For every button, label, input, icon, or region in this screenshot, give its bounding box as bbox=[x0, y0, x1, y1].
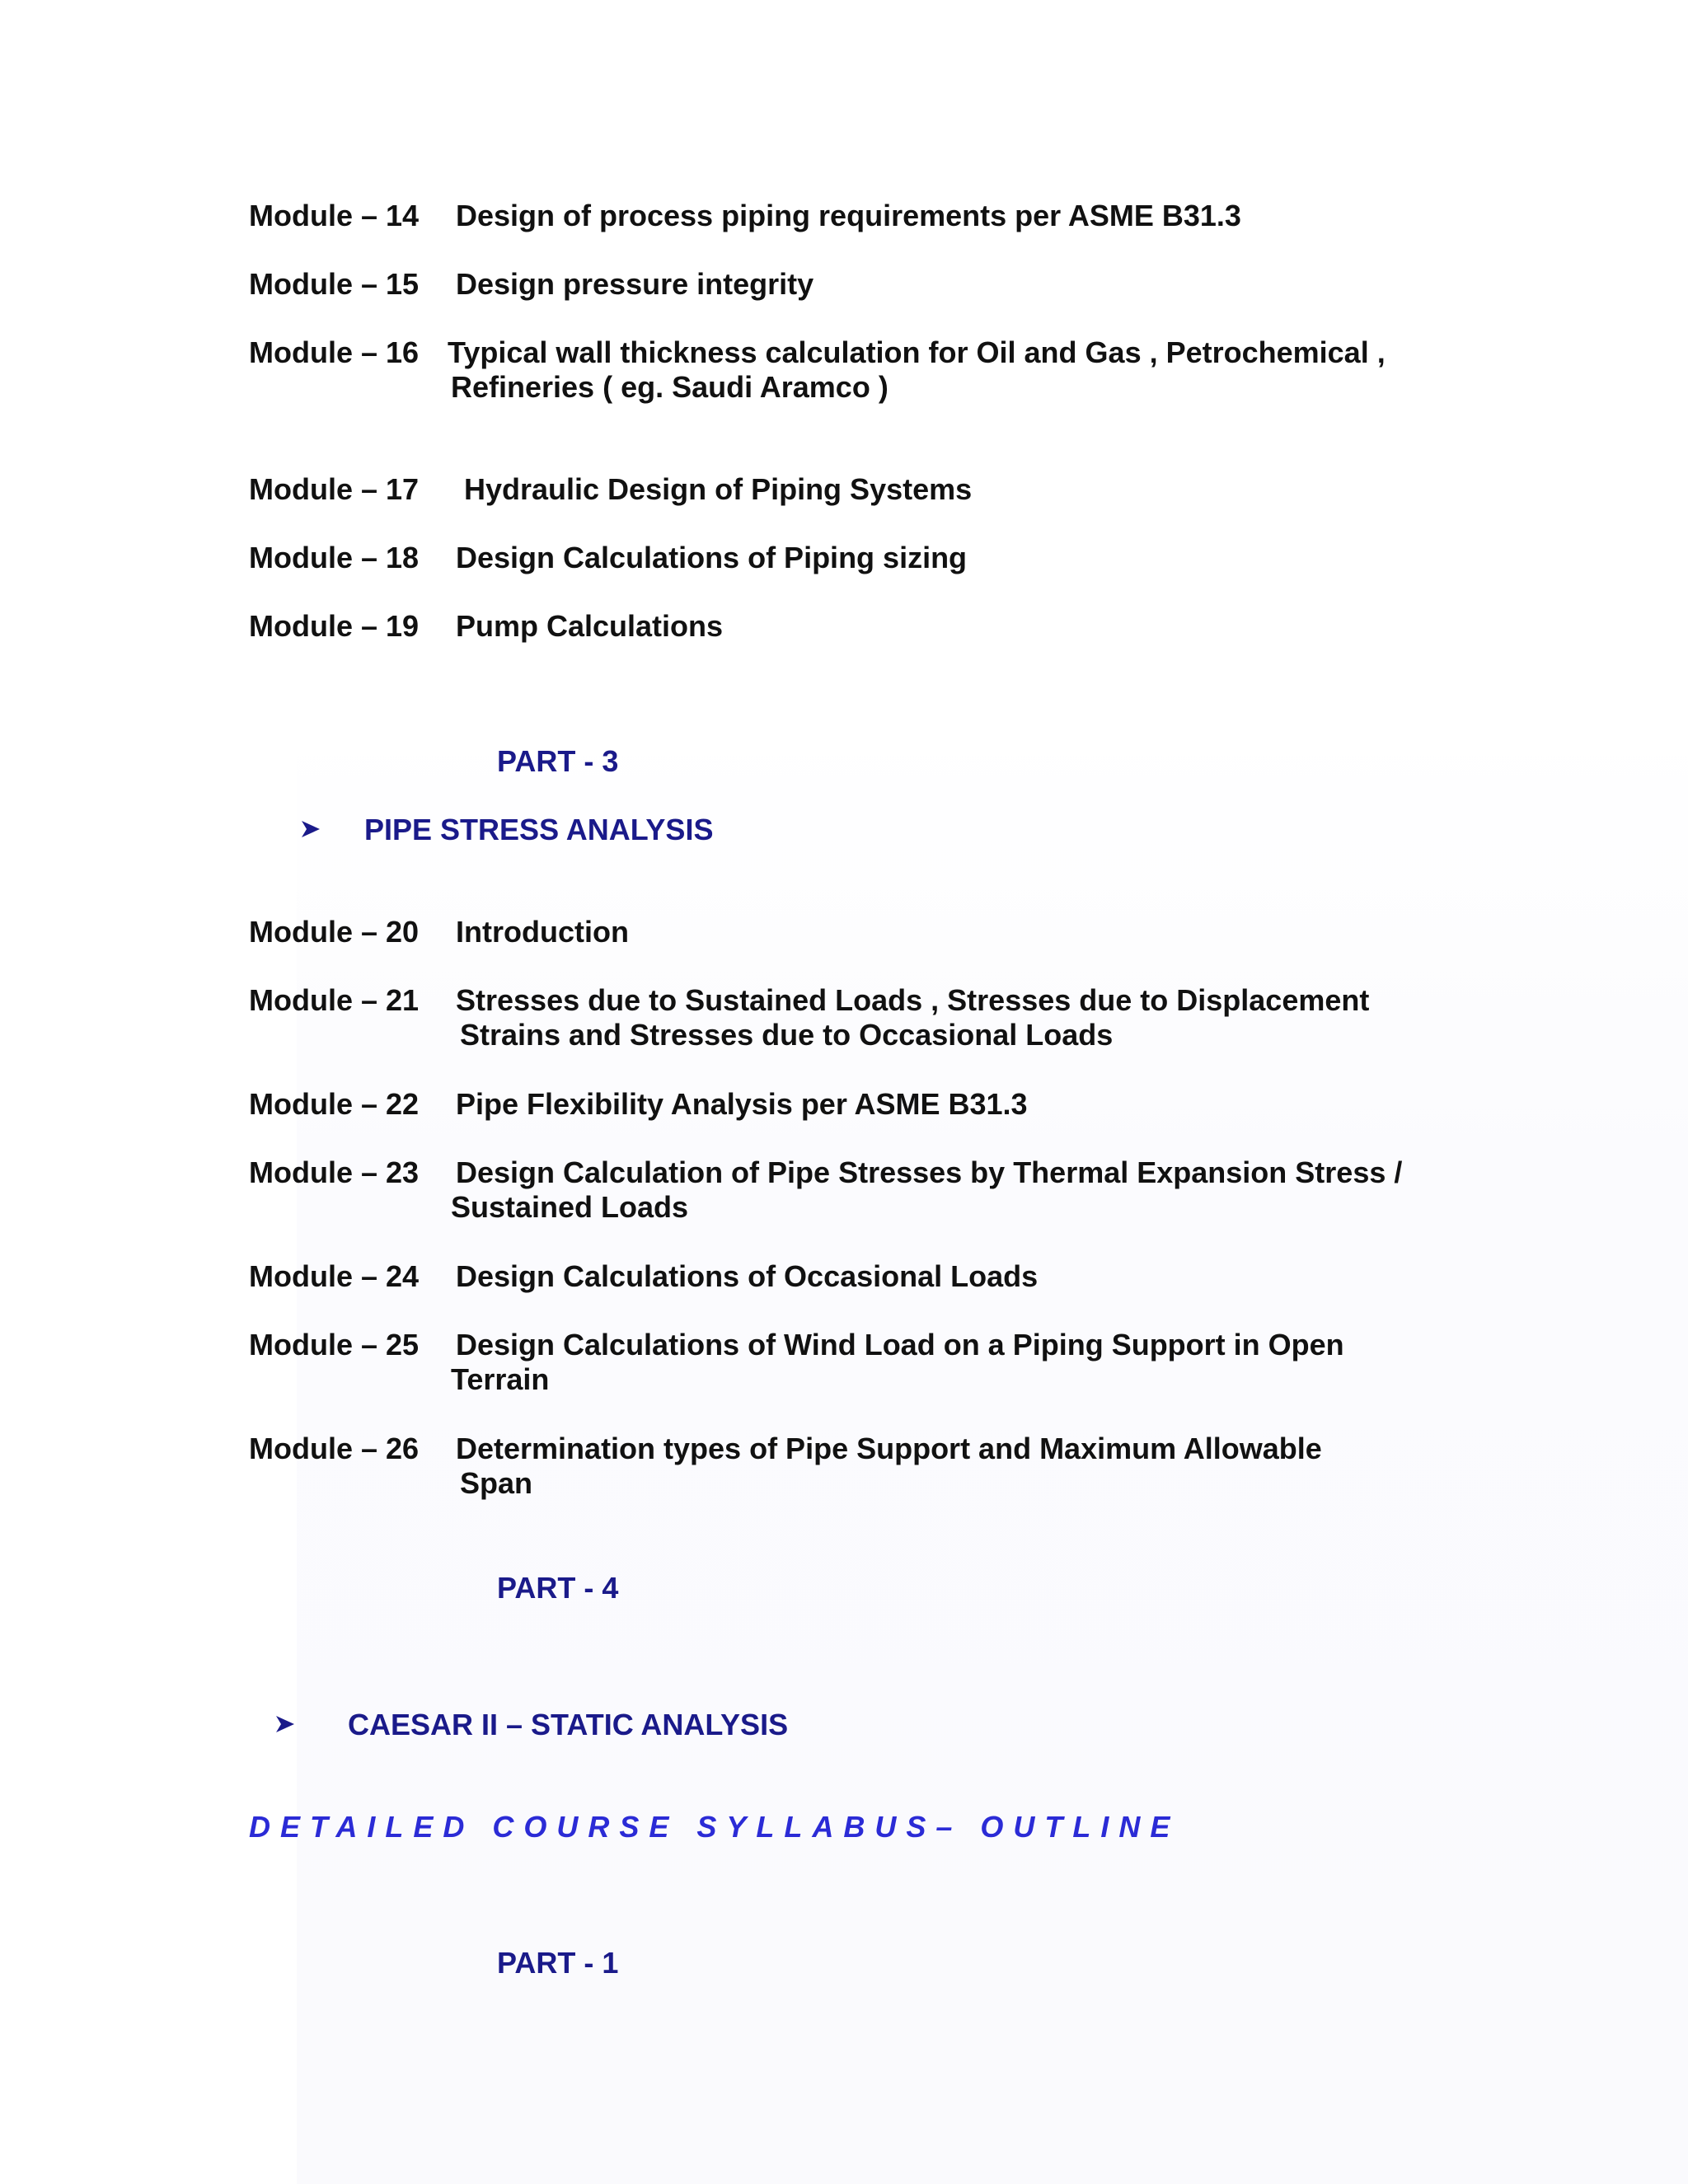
module-15-title: Design pressure integrity bbox=[456, 267, 814, 301]
module-23-label: Module – 23 bbox=[249, 1155, 420, 1189]
caesar-ii-static-analysis-heading: CAESAR II – STATIC ANALYSIS bbox=[348, 1708, 789, 1741]
arrowhead-bullet-icon bbox=[300, 818, 321, 840]
module-18-label: Module – 18 bbox=[249, 541, 420, 574]
module-26-title-line2: Span bbox=[460, 1466, 533, 1500]
module-19-title: Pump Calculations bbox=[456, 609, 724, 643]
module-24-title: Design Calculations of Occasional Loads bbox=[456, 1259, 1039, 1293]
module-16-title-line1: Typical wall thickness calculation for Oil and Gas , Petrochemical , bbox=[448, 335, 1386, 369]
module-17-label: Module – 17 bbox=[249, 472, 420, 506]
part-4-heading: PART - 4 bbox=[497, 1571, 619, 1605]
module-23-title-line1: Design Calculation of Pipe Stresses by Thermal Expansion Stress / bbox=[456, 1155, 1403, 1189]
module-19-label: Module – 19 bbox=[249, 609, 420, 643]
module-16-title-line2: Refineries ( eg. Saudi Aramco ) bbox=[451, 370, 889, 404]
part-3-heading: PART - 3 bbox=[497, 744, 619, 778]
module-21-title-line1: Stresses due to Sustained Loads , Stresses due to Displacement bbox=[456, 983, 1370, 1017]
module-14-label: Module – 14 bbox=[249, 199, 420, 232]
module-17-title: Hydraulic Design of Piping Systems bbox=[464, 472, 973, 506]
module-21-title-line2: Strains and Stresses due to Occasional Loads bbox=[460, 1018, 1114, 1052]
module-26-label: Module – 26 bbox=[249, 1432, 420, 1465]
module-22-label: Module – 22 bbox=[249, 1087, 420, 1121]
module-14-title: Design of process piping requirements per ASME B31.3 bbox=[456, 199, 1241, 232]
module-20-title: Introduction bbox=[456, 915, 629, 949]
module-23-title-line2: Sustained Loads bbox=[451, 1190, 689, 1224]
part-1-heading: PART - 1 bbox=[497, 1946, 619, 1980]
module-20-label: Module – 20 bbox=[249, 915, 420, 949]
module-24-label: Module – 24 bbox=[249, 1259, 420, 1293]
module-21-label: Module – 21 bbox=[249, 983, 420, 1017]
arrowhead-bullet-icon bbox=[274, 1713, 296, 1735]
module-22-title: Pipe Flexibility Analysis per ASME B31.3 bbox=[456, 1087, 1028, 1121]
module-16-label: Module – 16 bbox=[249, 335, 420, 369]
module-25-title-line1: Design Calculations of Wind Load on a Piping Support in Open bbox=[456, 1328, 1344, 1361]
module-25-title-line2: Terrain bbox=[451, 1362, 550, 1396]
module-15-label: Module – 15 bbox=[249, 267, 420, 301]
pipe-stress-analysis-heading: PIPE STRESS ANALYSIS bbox=[364, 813, 714, 846]
module-26-title-line1: Determination types of Pipe Support and Maximum Allowable bbox=[456, 1432, 1322, 1465]
module-25-label: Module – 25 bbox=[249, 1328, 420, 1361]
module-18-title: Design Calculations of Piping sizing bbox=[456, 541, 968, 574]
detailed-course-syllabus-heading: DETAILED COURSE SYLLABUS– OUTLINE bbox=[249, 1810, 1180, 1844]
